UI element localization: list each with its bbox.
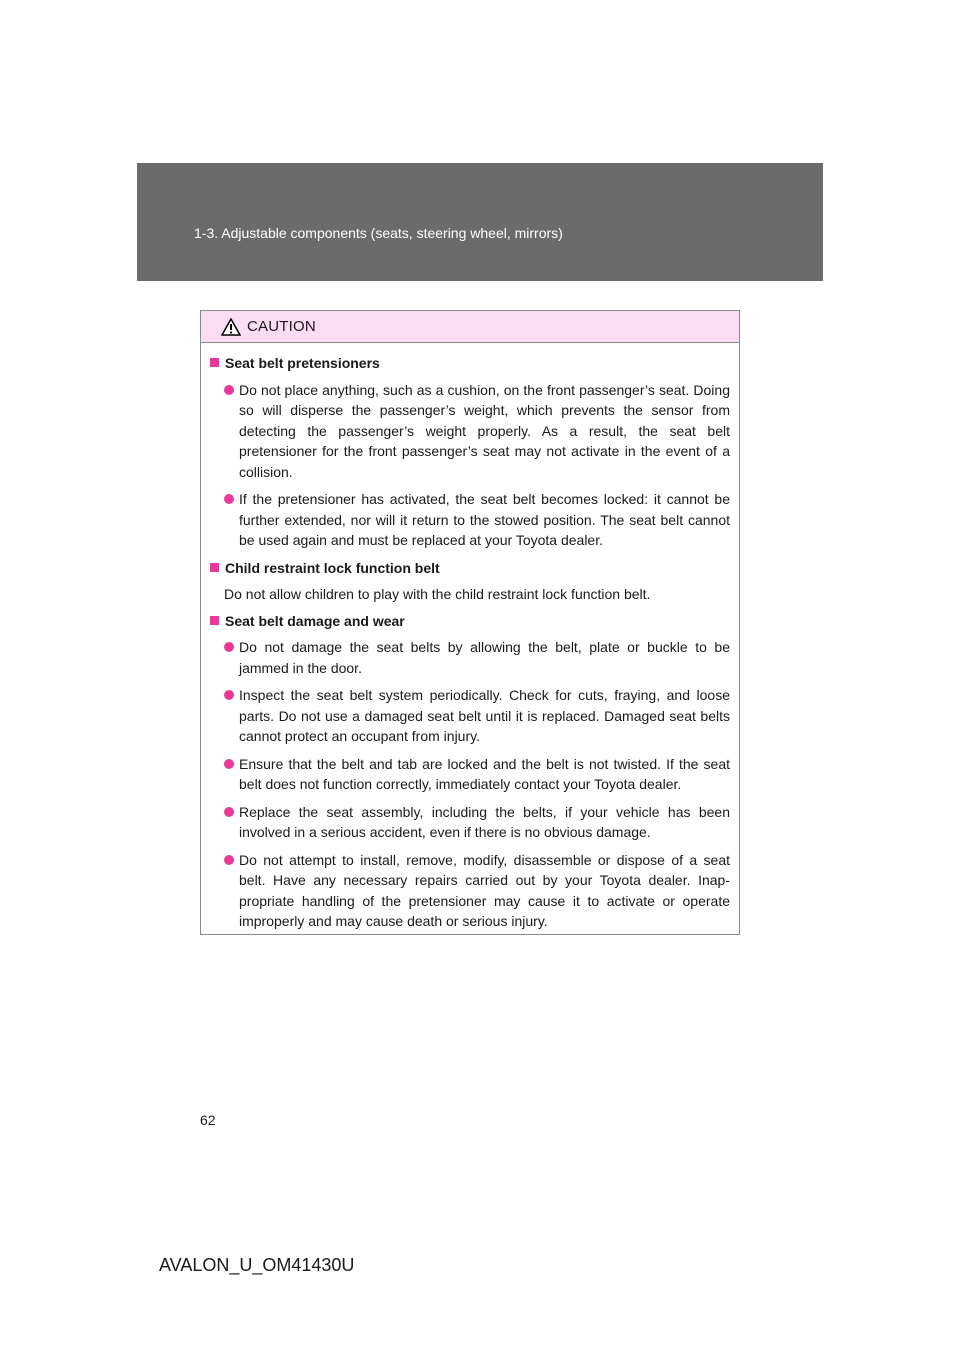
header-band	[137, 163, 823, 281]
document-code: AVALON_U_OM41430U	[159, 1255, 355, 1275]
list-item: Do not attempt to install, remove, modify, disassemble or dispose of a seat belt. Have any necessary repairs carried out by your Toyota dealer. Inap-propriate handling of the pretensioner may cause it to activate or operate improperly and may cause death or serious injury.	[224, 850, 730, 932]
section-title: 1-3. Adjustable components (seats, steering wheel, mirrors)	[194, 225, 563, 241]
round-bullet-icon	[224, 385, 234, 395]
list-item: If the pretensioner has activated, the seat belt becomes locked: it cannot be further extended, nor will it return to the stowed position. The seat belt cannot be used again and must be replaced at your Toyota dealer.	[224, 489, 730, 551]
caution-body	[201, 343, 739, 932]
caution-box	[200, 310, 740, 935]
round-bullet-icon	[224, 759, 234, 769]
list-item: Do not place anything, such as a cushion, on the front passenger’s seat. Doing so will disperse the passenger’s weight, which prevents the sensor from detecting the passenger’s weight properly. As a result, the seat belt pretensioner for the front passenger’s seat may not activate in the event of a collision.	[224, 380, 730, 483]
section-title-damage-wear: Seat belt damage and wear	[225, 612, 405, 629]
list-item: Replace the seat assembly, including the belts, if your vehicle has been involved in a serious accident, even if there is no obvious damage.	[224, 802, 730, 843]
section-text: Do not allow children to play with the child restraint lock function belt.	[224, 586, 651, 602]
caution-header	[201, 311, 739, 343]
round-bullet-icon	[224, 690, 234, 700]
round-bullet-icon	[224, 494, 234, 504]
round-bullet-icon	[224, 855, 234, 865]
warning-icon	[221, 318, 241, 336]
section-pretensioners	[210, 353, 730, 551]
square-bullet-icon	[210, 616, 219, 625]
section-damage-wear	[210, 611, 730, 932]
square-bullet-icon	[210, 563, 219, 572]
round-bullet-icon	[224, 807, 234, 817]
page-number: 62	[200, 1112, 216, 1128]
list-item: Ensure that the belt and tab are locked and the belt is not twisted. If the seat belt does not function correctly, immediately contact your Toyota dealer.	[224, 754, 730, 795]
list-item: Do not damage the seat belts by allowing the belt, plate or buckle to be jammed in the door.	[224, 637, 730, 678]
square-bullet-icon	[210, 358, 219, 367]
section-title-child-restraint: Child restraint lock function belt	[225, 559, 440, 576]
caution-label: CAUTION	[247, 318, 316, 335]
section-title-pretensioners: Seat belt pretensioners	[225, 355, 380, 371]
section-child-restraint	[210, 558, 730, 605]
round-bullet-icon	[224, 642, 234, 652]
list-item: Inspect the seat belt system periodically. Check for cuts, fraying, and loose parts. Do not use a damaged seat belt until it is replaced. Damaged seat belts cannot protect an occupant from injury.	[224, 685, 730, 747]
